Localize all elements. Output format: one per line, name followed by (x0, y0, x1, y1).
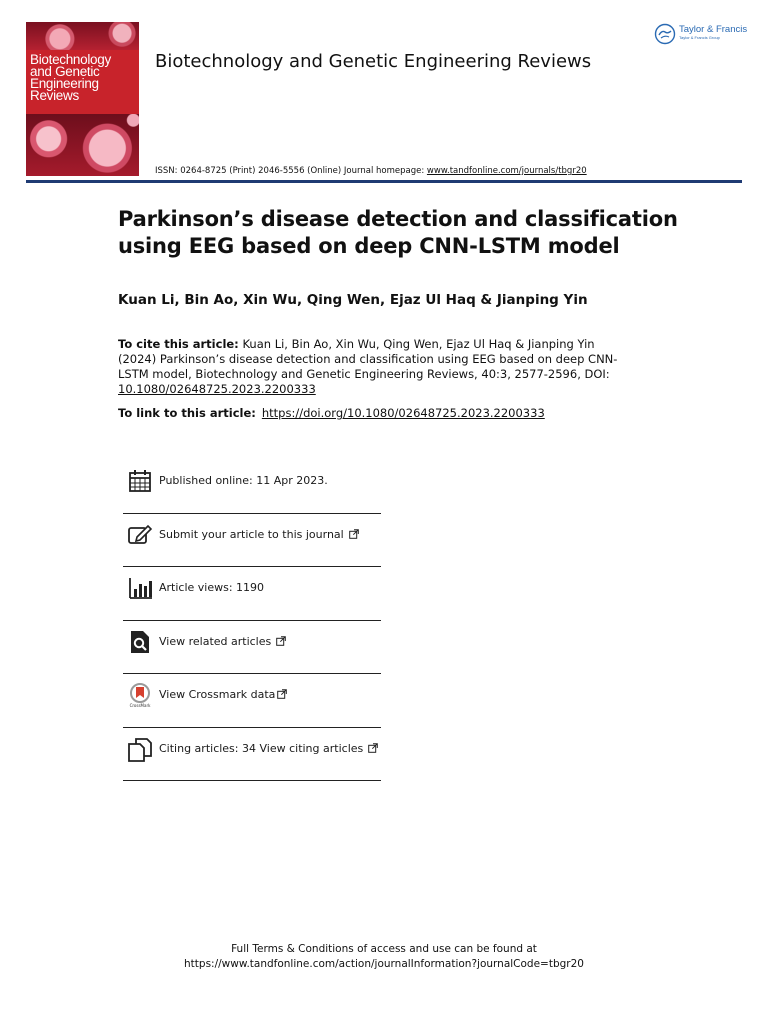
submit-article-label: Submit your article to this journal (159, 527, 344, 541)
cover-cell-image-bottom (26, 114, 139, 176)
publisher-logo-icon (654, 23, 676, 45)
submit-article-row[interactable] (123, 514, 381, 568)
document-search-icon (127, 629, 153, 655)
article-doi-link[interactable]: https://doi.org/10.1080/02648725.2023.2200333 (261, 406, 545, 420)
external-link-icon (368, 743, 378, 753)
external-link-icon (277, 689, 287, 699)
crossmark-row[interactable] (123, 674, 381, 728)
citation-label: To cite this article: (118, 337, 239, 351)
article-views-row (123, 567, 381, 621)
citation-block (118, 337, 618, 397)
cover-title-line: Engineering (30, 76, 99, 91)
article-info-list (123, 460, 381, 781)
citing-articles-label: Citing articles: 34 View citing articles (159, 741, 364, 755)
submit-article-link[interactable] (159, 528, 359, 541)
related-articles-label: View related articles (159, 634, 272, 648)
publisher-logo[interactable] (654, 23, 747, 45)
issn-line (155, 166, 587, 176)
crossmark-icon (127, 682, 153, 708)
article-title: Parkinson’s disease detection and classification using EEG based on deep CNN-LSTM model (118, 207, 678, 258)
cover-title-line: and Genetic (30, 64, 100, 79)
cover-title (30, 54, 138, 102)
cover-title-line: Reviews (30, 88, 79, 103)
crossmark-icon-label: CrossMark (129, 703, 151, 708)
related-articles-row[interactable] (123, 621, 381, 675)
publisher-name: Taylor & Francis (679, 24, 748, 35)
header-divider (26, 180, 742, 183)
published-online-row (123, 460, 381, 514)
terms-text: Full Terms & Conditions of access and use can be found at (231, 943, 537, 955)
citation-doi-link[interactable]: 10.1080/02648725.2023.2200333 (118, 382, 316, 396)
article-views-text: Article views: 1190 (159, 581, 265, 594)
citing-articles-row[interactable] (123, 728, 381, 782)
bar-chart-icon (127, 575, 153, 601)
crossmark-link[interactable] (159, 688, 287, 701)
calendar-icon (127, 468, 153, 494)
published-online-text: Published online: 11 Apr 2023. (159, 474, 328, 487)
journal-cover-image (26, 22, 139, 176)
article-link-label: To link to this article: (118, 406, 256, 420)
edit-icon (127, 522, 153, 548)
external-link-icon (349, 529, 359, 539)
article-authors: Kuan Li, Bin Ao, Xin Wu, Qing Wen, Ejaz Ul Haq & Jianping Yin (118, 292, 588, 308)
citing-articles-link[interactable] (159, 742, 378, 755)
article-link-line (118, 406, 545, 420)
terms-footer (0, 942, 768, 972)
cover-cell-image-top (26, 22, 139, 50)
cover-title-line: Biotechnology (30, 52, 111, 67)
issn-text: ISSN: 0264-8725 (Print) 2046-5556 (Online) Journal homepage: (155, 166, 427, 176)
journal-title: Biotechnology and Genetic Engineering Reviews (155, 51, 592, 72)
external-link-icon (276, 636, 286, 646)
documents-icon (127, 736, 153, 762)
citation-text: Kuan Li, Bin Ao, Xin Wu, Qing Wen, Ejaz Ul Haq & Jianping Yin (2024) Parkinson’s disease detection and classification using EEG based on deep CNN-LSTM model, Biotechnology and Genetic Engineering Reviews, 40:3, 2577-2596, DOI: (118, 337, 618, 381)
journal-homepage-link[interactable]: www.tandfonline.com/journals/tbgr20 (426, 166, 587, 176)
terms-link[interactable]: https://www.tandfonline.com/action/journalInformation?journalCode=tbgr20 (184, 958, 584, 970)
publisher-group: Taylor & Francis Group (679, 34, 720, 40)
related-articles-link[interactable] (159, 635, 286, 648)
crossmark-label: View Crossmark data (159, 688, 276, 701)
